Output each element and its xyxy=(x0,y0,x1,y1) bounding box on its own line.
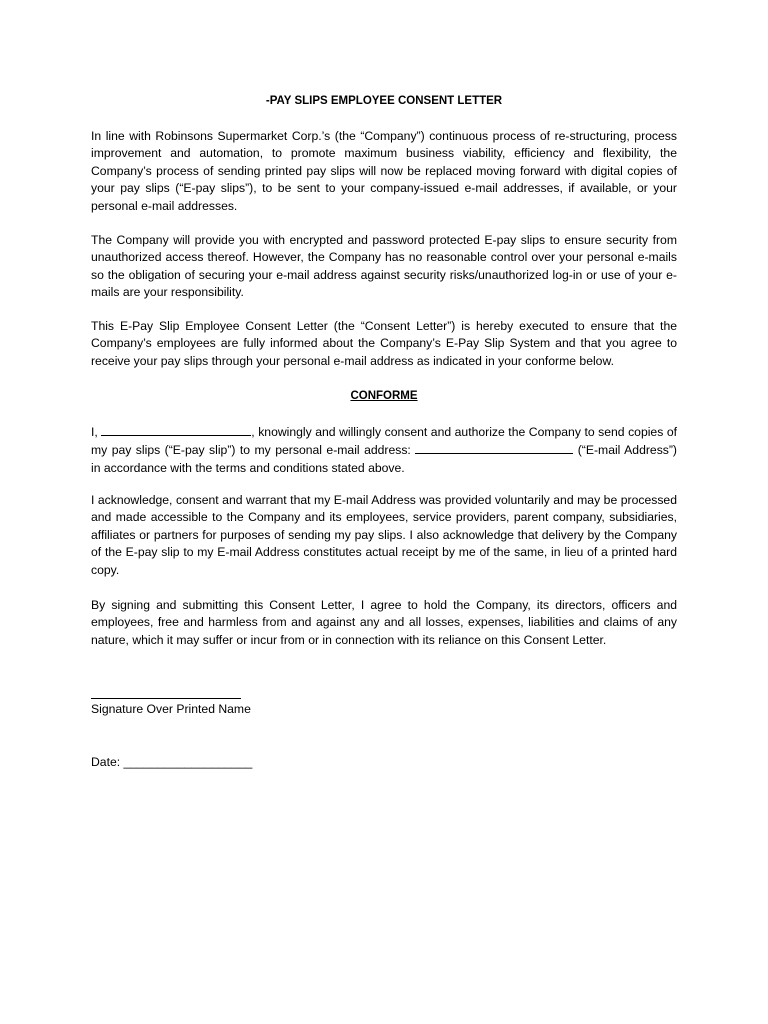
conforme-heading: CONFORME xyxy=(350,390,418,402)
paragraph-intro: In line with Robinsons Supermarket Corp.’s (the “Company”) continuous process of re-structuring, process improvement and automation, to promote maximum business viability, efficiency and flexibility, the Company’s process of sending printed pay slips will now be replaced moving forward with digital copies of your pay slips (“E-pay slips”), to be sent to your company-issued e-mail addresses, if available, or your personal e-mail addresses. xyxy=(91,129,677,213)
paragraph-consent-letter: This E-Pay Slip Employee Consent Letter (the “Consent Letter”) is hereby executed to ensure that the Company’s employees are fully informed about the Company’s E-Pay Slip System and that you agree to receive your pay slips through your personal e-mail address as indicated in your conforme below. xyxy=(91,319,677,368)
email-blank[interactable] xyxy=(415,441,573,454)
paragraph-hold-harmless: By signing and submitting this Consent Letter, I agree to hold the Company, its directors, officers and employees, free and harmless from and against any and all losses, expenses, liabilities and claims of any nature, which it may suffer or incur from or in connection with its reliance on this Consent Letter. xyxy=(91,598,677,647)
document-title: -PAY SLIPS EMPLOYEE CONSENT LETTER xyxy=(265,95,503,107)
signature-line[interactable] xyxy=(91,698,241,699)
conforme-suffix: (“E-mail Address”) in accordance with the terms and conditions stated above. xyxy=(91,443,677,475)
date-field[interactable]: Date: ___________________ xyxy=(91,755,253,769)
paragraph-conforme xyxy=(91,423,677,477)
signature-label: Signature Over Printed Name xyxy=(91,702,251,716)
paragraph-acknowledge: I acknowledge, consent and warrant that my E-mail Address was provided voluntarily and may be processed and made accessible to the Company and its employees, service providers, parent company, subsidiaries, affiliates or partners for purposes of sending my pay slips. I also acknowledge that delivery by the Company of the E-pay slip to my E-mail Address constitutes actual receipt by me of the same, in lieu of a printed hard copy. xyxy=(91,493,677,577)
name-blank[interactable] xyxy=(101,423,251,436)
paragraph-security: The Company will provide you with encrypted and password protected E-pay slips to ensure security from unauthorized access thereof. However, the Company has no reasonable control over your personal e-mails so the obligation of securing your e-mail address against security risks/unauthorized log-in or use of your e-mails are your responsibility. xyxy=(91,233,677,300)
conforme-middle: , knowingly and willingly consent and authorize the Company to send copies of my pay slips (“E-pay slip”) to my personal e-mail address: xyxy=(91,425,677,458)
conforme-prefix: I, xyxy=(91,425,102,439)
